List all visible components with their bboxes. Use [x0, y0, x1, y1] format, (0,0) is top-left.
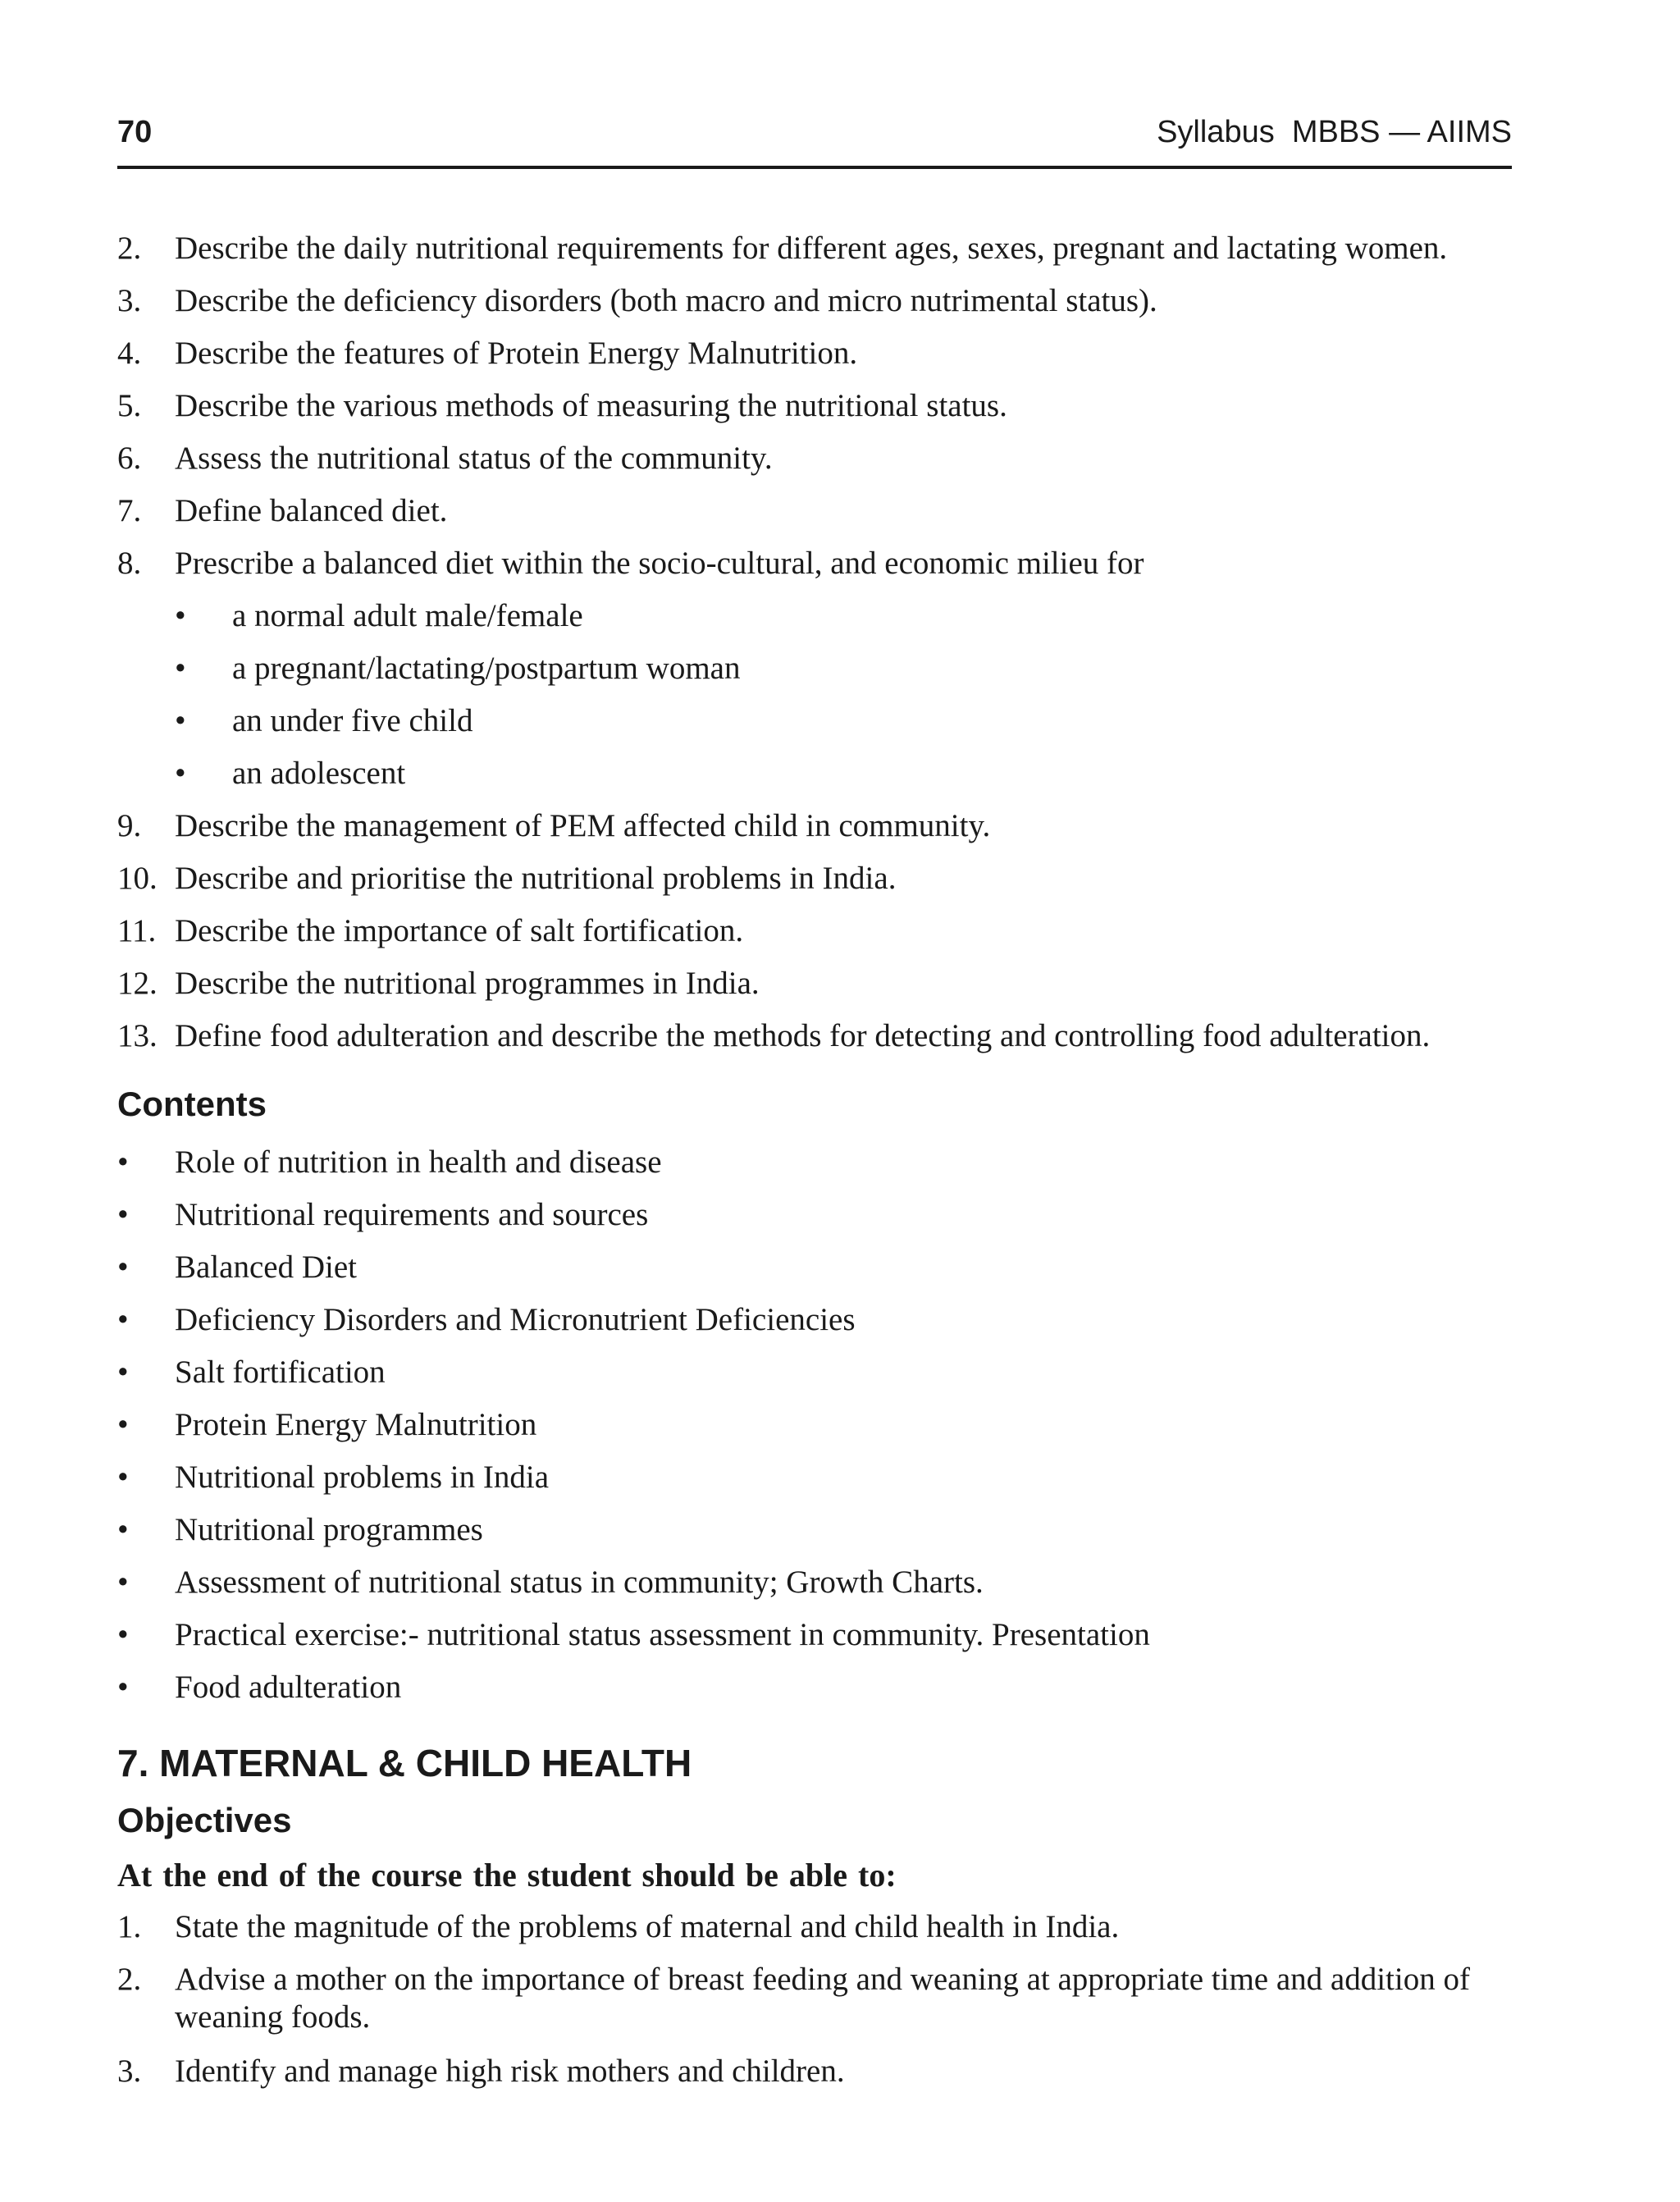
sub-item-text: a normal adult male/female	[232, 598, 583, 633]
bullet: •	[117, 1144, 129, 1180]
item-number: 3.	[117, 2054, 142, 2089]
bullet: •	[117, 1512, 129, 1547]
bullet: •	[175, 651, 186, 686]
item-number: 3.	[117, 283, 142, 318]
item-text: Prescribe a balanced diet within the socio-cultural, and economic milieu for	[175, 546, 1144, 581]
contents-heading: Contents	[117, 1085, 267, 1123]
contents-item-text: Balanced Diet	[175, 1249, 357, 1285]
bullet: •	[175, 598, 186, 633]
page-number: 70	[117, 115, 153, 149]
item-number: 7.	[117, 493, 142, 528]
item-number: 5.	[117, 388, 142, 423]
bullet: •	[117, 1565, 129, 1600]
item-text: Describe the various methods of measuring the nutritional status.	[175, 388, 1007, 423]
item-number: 8.	[117, 546, 142, 581]
page-header	[117, 108, 1512, 169]
sub-item-text: an under five child	[232, 703, 473, 738]
item-text: Describe the nutritional programmes in India.	[175, 966, 760, 1001]
bullet: •	[117, 1249, 129, 1285]
item-text: Define balanced diet.	[175, 493, 448, 528]
item-text: Describe the deficiency disorders (both macro and micro nutrimental status).	[175, 283, 1157, 318]
contents-item-text: Role of nutrition in health and disease	[175, 1144, 662, 1180]
item-text: Describe the features of Protein Energy Malnutrition.	[175, 336, 858, 371]
item-text: Describe the daily nutritional requirements for different ages, sexes, pregnant and lactating women.	[175, 231, 1448, 266]
item-number: 12.	[117, 966, 158, 1001]
contents-item-text: Nutritional requirements and sources	[175, 1197, 649, 1232]
item-text: Describe and prioritise the nutritional problems in India.	[175, 861, 897, 896]
item-number: 6.	[117, 441, 142, 476]
item-number: 1.	[117, 1909, 142, 1944]
item-text: Describe the management of PEM affected child in community.	[175, 808, 991, 843]
bullet: •	[117, 1407, 129, 1442]
item-text: Define food adulteration and describe the methods for detecting and controlling food adulteration.	[175, 1018, 1431, 1053]
objectives-lead: At the end of the course the student should be able to:	[117, 1857, 897, 1894]
item-number: 11.	[117, 913, 157, 948]
item-text: Assess the nutritional status of the community.	[175, 441, 773, 476]
item-text: Identify and manage high risk mothers and children.	[175, 2054, 845, 2089]
item-text: State the magnitude of the problems of maternal and child health in India.	[175, 1909, 1120, 1944]
sub-item-text: a pregnant/lactating/postpartum woman	[232, 651, 741, 686]
bullet: •	[117, 1197, 129, 1232]
contents-item-text: Salt fortification	[175, 1355, 386, 1390]
contents-item-text: Nutritional programmes	[175, 1512, 483, 1547]
bullet: •	[117, 1617, 129, 1652]
contents-item-text: Deficiency Disorders and Micronutrient Deficiencies	[175, 1302, 856, 1337]
running-title: Syllabus MBBS — AIIMS	[1157, 115, 1512, 149]
bullet: •	[117, 1355, 129, 1390]
item-number: 13.	[117, 1018, 158, 1053]
contents-item-text: Assessment of nutritional status in community; Growth Charts.	[175, 1565, 984, 1600]
bullet: •	[117, 1302, 129, 1337]
contents-item-text: Protein Energy Malnutrition	[175, 1407, 537, 1442]
item-text: Advise a mother on the importance of breast feeding and weaning at appropriate time and addition of weaning foods.	[175, 1962, 1470, 2035]
item-text: Describe the importance of salt fortification.	[175, 913, 744, 948]
bullet: •	[175, 756, 186, 791]
item-number: 10.	[117, 861, 158, 896]
item-number: 2.	[117, 1962, 142, 1997]
item-number: 2.	[117, 231, 142, 266]
contents-item-text: Food adulteration	[175, 1670, 402, 1705]
contents-item-text: Nutritional problems in India	[175, 1460, 550, 1495]
contents-item-text: Practical exercise:- nutritional status assessment in community. Presentation	[175, 1617, 1150, 1652]
bullet: •	[117, 1460, 129, 1495]
item-number: 4.	[117, 336, 142, 371]
sub-item-text: an adolescent	[232, 756, 406, 791]
bullet: •	[117, 1670, 129, 1705]
section-title: 7. MATERNAL & CHILD HEALTH	[117, 1742, 692, 1784]
bullet: •	[175, 703, 186, 738]
objectives-heading: Objectives	[117, 1801, 292, 1839]
item-number: 9.	[117, 808, 142, 843]
